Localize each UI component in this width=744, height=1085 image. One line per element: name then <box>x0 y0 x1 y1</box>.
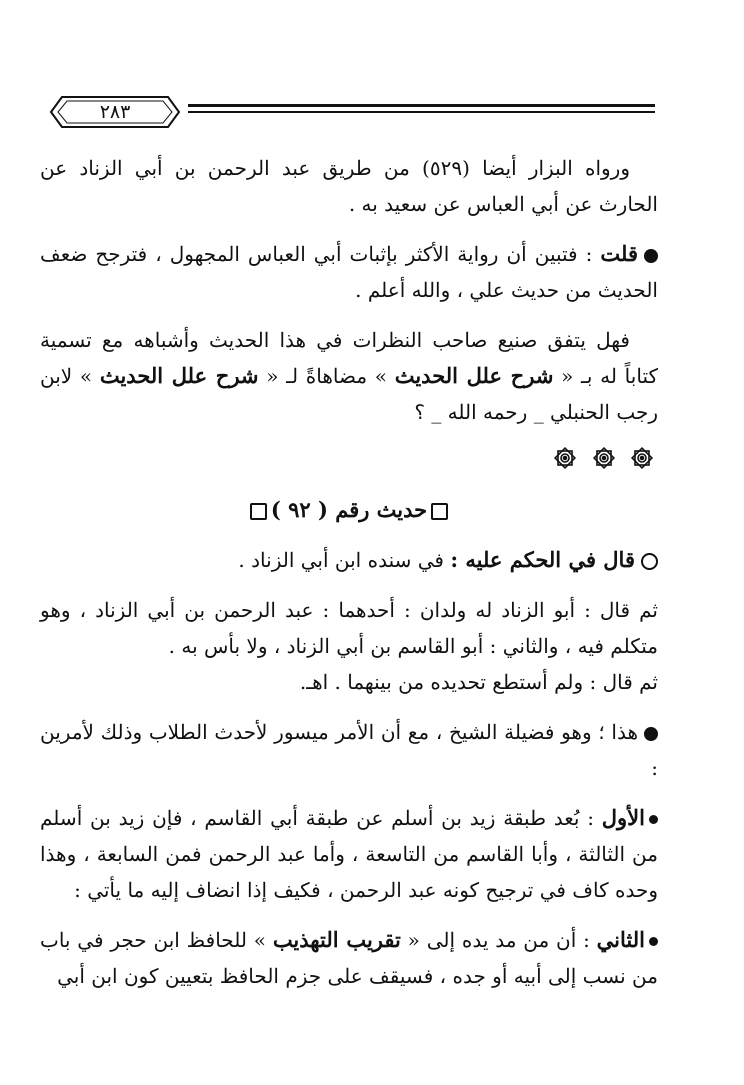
paragraph: قال في الحكم عليه : في سنده ابن أبي الزناد . <box>40 542 658 578</box>
bullet-icon <box>649 815 658 824</box>
square-icon <box>431 503 448 520</box>
quote-line: ثم قال : أبو الزناد له ولدان : أحدهما : عبد الرحمن بن أبي الزناد ، وهو متكلم فيه ، والثاني : أبو القاسم بن أبي الزناد ، ولا بأس به . <box>40 598 658 658</box>
label-first: الأول <box>601 805 645 830</box>
square-icon <box>250 503 267 520</box>
paragraph: ورواه البزار أيضا (٥٢٩) من طريق عبد الرحمن بن أبي الزناد عن الحارث عن أبي العباس عن سعيد به . <box>40 156 658 216</box>
paragraph: الأول : بُعد طبقة زيد بن أسلم عن طبقة أبي القاسم ، فإن زيد بن أسلم من الثالثة ، وأبا القاسم من التاسعة ، وأما عبد الرحمن فمن السابعة ، وهذا وحده كاف في ترجيح كونه عبد الرحمن ، فكيف إذا انضاف إليه ما يأتي : <box>40 805 658 902</box>
bullet-icon <box>644 727 658 741</box>
page-header <box>40 92 655 132</box>
paragraph: هذا ؛ وهو فضيلة الشيخ ، مع أن الأمر ميسور لأحدث الطلاب وذلك لأمرين : <box>40 720 658 780</box>
header-rule-thin <box>188 111 655 113</box>
label-second: الثاني <box>596 927 645 952</box>
quote-line: ثم قال : ولم أستطع تحديده من بينهما . اهـ. <box>299 670 658 694</box>
ornament-divider <box>40 444 658 480</box>
bullet-icon <box>649 937 658 946</box>
label-qult: قلت <box>600 241 638 266</box>
paragraph: الثاني : أن من مد يده إلى « تقريب التهذيب » للحافظ ابن حجر في باب من نسب إلى أبيه أو جده ، فسيقف على جزم الحافظ بتعيين كون ابن أبي <box>40 927 658 988</box>
page-body <box>40 150 658 1008</box>
label-judgment: قال في الحكم عليه : <box>450 547 635 572</box>
flower-ornament-icon <box>551 444 579 472</box>
hadith-heading: حديث رقم ( ٩٢ ) <box>40 492 658 528</box>
bullet-icon <box>644 249 658 263</box>
book-title: تقريب التهذيب <box>272 927 401 952</box>
paragraph: فهل يتفق صنيع صاحب النظرات في هذا الحديث وأشباهه مع تسمية كتاباً له بـ « شرح علل الحديث » مضاهاةً لـ « شرح علل الحديث » لابن رجب الحنبلي _ رحمه الله _ ؟ <box>40 328 658 424</box>
paragraph <box>40 236 658 308</box>
book-title: شرح علل الحديث <box>394 363 554 388</box>
book-title: شرح علل الحديث <box>99 363 259 388</box>
page-number: ٢٨٣ <box>99 101 131 123</box>
circle-icon <box>641 553 658 570</box>
hadith-number: ( ٩٢ ) <box>270 497 328 522</box>
flower-ornament-icon <box>590 444 618 472</box>
flower-ornament-icon <box>628 444 656 472</box>
header-rule <box>188 104 655 107</box>
paragraph-text: : فتبين أن رواية الأكثر بإثبات أبي العباس المجهول ، فترجح ضعف الحديث من حديث علي ، والله أعلم . <box>40 242 658 302</box>
